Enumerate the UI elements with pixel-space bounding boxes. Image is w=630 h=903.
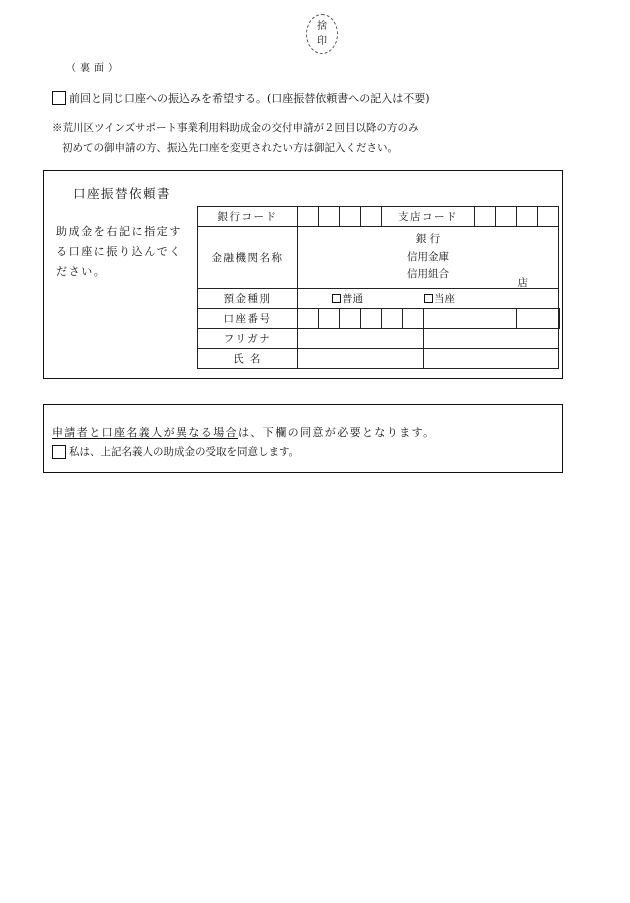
ordinary-label: 普通	[342, 293, 363, 305]
credit-union-option: 信用組合	[407, 268, 449, 281]
branch-code-label: 支店コード	[382, 207, 475, 227]
note-line-2: 初めての御申請の方、振込先口座を変更されたい方は御記入ください。	[62, 142, 398, 154]
furigana-field-2[interactable]	[424, 329, 559, 349]
bank-code-digit-1[interactable]	[298, 207, 319, 227]
bank-option: 銀 行	[415, 233, 441, 246]
holder-name-field-2[interactable]	[424, 349, 559, 369]
holder-name-field-1[interactable]	[298, 349, 424, 369]
deposit-type-label: 預金種別	[198, 289, 298, 309]
page-side-label: （裏面）	[66, 63, 122, 74]
account-digit-7[interactable]	[424, 309, 517, 329]
account-digit-4[interactable]	[361, 309, 382, 329]
seal-text-1: 捨	[317, 20, 327, 32]
current-checkbox[interactable]	[424, 294, 433, 303]
account-digit-5[interactable]	[382, 309, 403, 329]
branch-code-spare	[538, 207, 559, 227]
consent-notice-underlined: 申請者と口座名義人が異なる場合	[52, 426, 238, 439]
account-digit-3[interactable]	[340, 309, 361, 329]
branch-suffix: 店	[517, 277, 528, 289]
furigana-label: フリガナ	[198, 329, 298, 349]
bank-code-digit-2[interactable]	[319, 207, 340, 227]
note-line-1: ※荒川区ツインズサポート事業利用料助成金の交付申請が２回目以降の方のみ	[52, 122, 419, 134]
holder-name-label: 氏 名	[198, 349, 298, 369]
branch-code-digit-2[interactable]	[496, 207, 517, 227]
branch-code-digit-3[interactable]	[517, 207, 538, 227]
account-digit-crossed	[559, 309, 560, 329]
seal-stamp-circle	[306, 14, 338, 54]
bank-code-digit-3[interactable]	[340, 207, 361, 227]
consent-notice	[52, 424, 436, 440]
ordinary-checkbox[interactable]	[332, 294, 341, 303]
current-label: 当座	[434, 293, 455, 305]
bank-code-label: 銀行コード	[198, 207, 298, 227]
same-account-row	[52, 90, 430, 106]
institution-name-field[interactable]	[298, 227, 559, 289]
consent-notice-rest: は、下欄の同意が必要となります。	[238, 426, 436, 439]
bank-account-table	[197, 206, 560, 369]
account-digit-6[interactable]	[403, 309, 424, 329]
furigana-field-1[interactable]	[298, 329, 424, 349]
shinkin-option: 信用金庫	[407, 250, 449, 263]
bank-code-digit-4[interactable]	[361, 207, 382, 227]
same-account-text: 前回と同じ口座への振込みを希望する。(口座振替依頼書への記入は不要)	[69, 92, 430, 105]
consent-row	[52, 444, 299, 459]
transfer-form-instruction: 助成金を右記に指定する口座に振り込んでください。	[56, 225, 182, 278]
same-account-checkbox[interactable]	[52, 91, 66, 105]
branch-code-digit-1[interactable]	[475, 207, 496, 227]
consent-checkbox[interactable]	[52, 445, 66, 459]
consent-checkbox-label: 私は、上記名義人の助成金の受取を同意します。	[69, 446, 300, 458]
transfer-form-title: 口座振替依頼書	[73, 186, 172, 201]
account-number-label: 口座番号	[198, 309, 298, 329]
institution-label: 金融機関名称	[198, 227, 298, 289]
account-digit-2[interactable]	[319, 309, 340, 329]
seal-text-2: 印	[317, 36, 327, 47]
account-digit-1[interactable]	[298, 309, 319, 329]
account-digit-8[interactable]	[517, 309, 559, 329]
